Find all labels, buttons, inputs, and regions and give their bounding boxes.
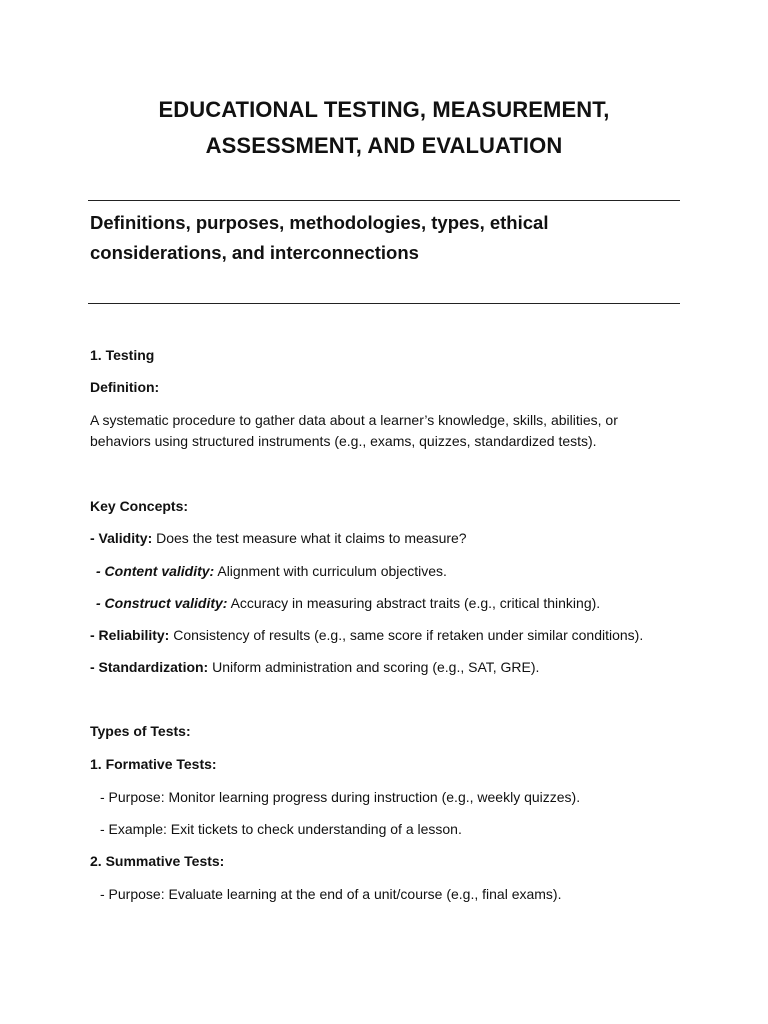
concept-term: - Construct validity: [96, 595, 228, 611]
concept-construct-validity [90, 593, 696, 614]
concept-term: - Reliability: [90, 627, 170, 643]
concept-term: - Content validity: [96, 563, 215, 579]
concept-text: Accuracy in measuring abstract traits (e.g., critical thinking). [227, 595, 601, 611]
concept-text: Alignment with curriculum objectives. [214, 563, 447, 579]
concept-standardization [90, 657, 690, 678]
divider-bottom [88, 303, 680, 304]
title-line-1: EDUCATIONAL TESTING, MEASUREMENT, [158, 97, 610, 122]
definition-line-2: behaviors using structured instruments (e.g., exams, quizzes, standardized tests). [90, 433, 597, 449]
concept-term: - Validity: [90, 530, 153, 546]
subtitle-line-2: considerations, and interconnections [90, 242, 419, 263]
summative-purpose: - Purpose: Evaluate learning at the end of a unit/course (e.g., final exams). [100, 886, 562, 902]
concept-validity [90, 528, 690, 549]
formative-purpose: - Purpose: Monitor learning progress during instruction (e.g., weekly quizzes). [100, 789, 581, 805]
concept-text: Consistency of results (e.g., same score if retaken under similar conditions). [169, 627, 644, 643]
concept-content-validity [90, 561, 696, 582]
concept-term: - Standardization: [90, 659, 209, 675]
document-subtitle [90, 208, 680, 268]
formative-heading: 1. Formative Tests: [90, 756, 217, 772]
key-concepts-label: Key Concepts: [90, 498, 189, 514]
subtitle-line-1: Definitions, purposes, methodologies, types, ethical [90, 212, 549, 233]
definition-label: Definition: [90, 379, 160, 395]
concept-text: Uniform administration and scoring (e.g., SAT, GRE). [208, 659, 540, 675]
section-heading-testing: 1. Testing [90, 347, 155, 363]
definition-line-1: A systematic procedure to gather data about a learner’s knowledge, skills, abilities, or [90, 412, 618, 428]
divider-top [88, 200, 680, 201]
types-of-tests-label: Types of Tests: [90, 723, 191, 739]
title-line-2: ASSESSMENT, AND EVALUATION [205, 133, 563, 158]
formative-example: - Example: Exit tickets to check understanding of a lesson. [100, 821, 462, 837]
document-title [90, 92, 678, 164]
summative-heading: 2. Summative Tests: [90, 853, 225, 869]
concept-text: Does the test measure what it claims to measure? [152, 530, 467, 546]
concept-reliability [90, 625, 690, 646]
